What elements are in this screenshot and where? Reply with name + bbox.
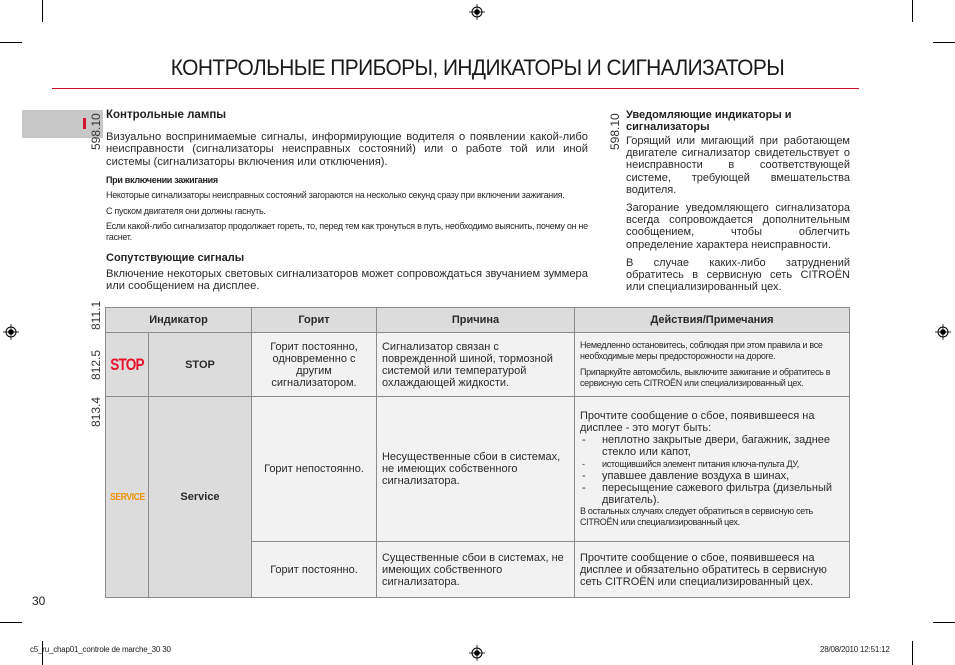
section-heading: Контрольные лампы <box>106 109 227 121</box>
lit-cell: Горит непостоянно. <box>251 397 376 542</box>
action-text: Прочтите сообщение о сбое, появившееся на дисплее - это могут быть: <box>579 409 815 434</box>
column-header: Действия/Примечания <box>574 308 849 333</box>
action-cell: Прочтите сообщение о сбое, появившееся на дисплее и обязательно обратитесь в сервисную сеть CITROËN или специализированный цех. <box>574 542 849 598</box>
column-header: Индикатор <box>106 308 252 333</box>
accompanying-paragraph: Включение некоторых световых сигнализаторов может сопровождаться звучанием зуммера или сообщением на дисплее. <box>106 268 588 293</box>
action-cell <box>574 397 849 542</box>
indicator-name: STOP <box>148 333 251 397</box>
paragraph: В случае каких-либо затруднений обратитесь в сервисную сеть CITROËN или специализированный цех. <box>626 256 850 294</box>
paragraph: Загорание уведомляющего сигнализатора всегда сопровождается дополнительным сообщением, чтобы облегчить определение характера неисправности. <box>626 202 850 251</box>
action-text: Припаркуйте автомобиль, выключите зажигание и обратитесь в сервисную сеть CITROËN или специализированный цех. <box>579 366 831 388</box>
action-text: Немедленно остановитесь, соблюдая при этом правила и все необходимые меры предосторожности на дороге. <box>579 339 823 361</box>
crop-mark <box>0 42 22 43</box>
table-row <box>106 333 850 397</box>
section-heading: Сопутствующие сигналы <box>106 252 245 264</box>
page-number: 30 <box>32 594 46 608</box>
cause-cell: Существенные сбои в системах, не имеющих собственного сигнализатора. <box>376 542 574 598</box>
stop-icon-cell <box>106 333 149 397</box>
crop-mark <box>912 641 913 665</box>
registration-mark-icon <box>469 4 485 20</box>
table-header-row <box>106 308 850 333</box>
cause-cell: Несущественные сбои в системах, не имеющих собственного сигнализатора. <box>376 397 574 542</box>
service-icon-cell <box>106 397 149 598</box>
subsection-heading: При включении зажигания <box>106 175 218 185</box>
margin-code: 811.1 <box>89 300 103 330</box>
chapter-tab-marker <box>83 118 86 129</box>
indicator-name: Service <box>148 397 251 598</box>
stop-warning-icon: STOP <box>110 354 144 374</box>
action-list <box>580 434 844 506</box>
right-column <box>626 109 850 293</box>
crop-mark <box>933 42 955 43</box>
indicator-table <box>105 307 850 598</box>
lit-cell: Горит постоянно, одновременно с другим сигнализатором. <box>251 333 376 397</box>
cause-cell: Сигнализатор связан с поврежденной шиной, тормозной системой или температурой охлаждающей жидкости. <box>376 333 574 397</box>
crop-mark <box>933 622 955 623</box>
action-list-item: - упавшее давление воздуха в шинах, <box>580 470 844 482</box>
footer-filename: c5_ru_chap01_controle de marche_30 30 <box>30 645 171 654</box>
lit-cell: Горит постоянно. <box>251 542 376 598</box>
page-title: КОНТРОЛЬНЫЕ ПРИБОРЫ, ИНДИКАТОРЫ И СИГНАЛИЗАТОРЫ <box>170 55 785 80</box>
intro-paragraph: Визуально воспринимаемые сигналы, информирующие водителя о появлении какой-либо неисправности (сигнализаторы неисправных состояний) или о работе той или иной системы (сигнализаторы включения или отключения). <box>106 131 588 168</box>
crop-mark <box>42 0 43 22</box>
paragraph: Горящий или мигающий при работающем двигателе сигнализатор свидетельствует о неисправности в соответствующей системе, требующей вмешательства водителя. <box>626 135 850 196</box>
action-cell <box>574 333 849 397</box>
margin-code: 813.4 <box>89 396 103 427</box>
action-list-item: - пересыщение сажевого фильтра (дизельный двигатель). <box>580 482 844 506</box>
crop-mark <box>912 0 913 22</box>
registration-mark-icon <box>469 645 485 661</box>
column-header: Причина <box>376 308 574 333</box>
margin-code: 598.10 <box>608 113 622 150</box>
ignition-paragraph: Если какой-либо сигнализатор продолжает гореть, то, перед тем как тронуться в путь, необходимо выяснить, почему он не гаснет. <box>106 221 588 242</box>
ignition-paragraph: Некоторые сигнализаторы неисправных состояний загораются на несколько секунд сразу при включении зажигания. <box>106 190 565 200</box>
ignition-paragraph: С пуском двигателя они должны гаснуть. <box>106 206 266 216</box>
crop-mark <box>0 622 22 623</box>
action-list-item: - неплотно закрытые двери, багажник, заднее стекло или капот, <box>580 434 844 458</box>
service-warning-icon: SERVICE <box>109 492 145 503</box>
margin-code: 598.10 <box>89 113 103 150</box>
table-row <box>106 397 850 542</box>
action-list-item: - истощившийся элемент питания ключа-пульта ДУ, <box>580 458 844 470</box>
margin-code: 812.5 <box>89 349 103 380</box>
column-header: Горит <box>251 308 376 333</box>
footer-timestamp: 28/08/2010 12:51:12 <box>820 645 890 654</box>
registration-mark-icon <box>3 324 19 340</box>
section-heading: Уведомляющие индикаторы и сигнализаторы <box>626 109 792 133</box>
title-underline <box>52 88 859 89</box>
action-text: В остальных случаях следует обратиться в сервисную сеть CITROËN или специализированный цех. <box>579 505 813 527</box>
registration-mark-icon <box>935 324 951 340</box>
